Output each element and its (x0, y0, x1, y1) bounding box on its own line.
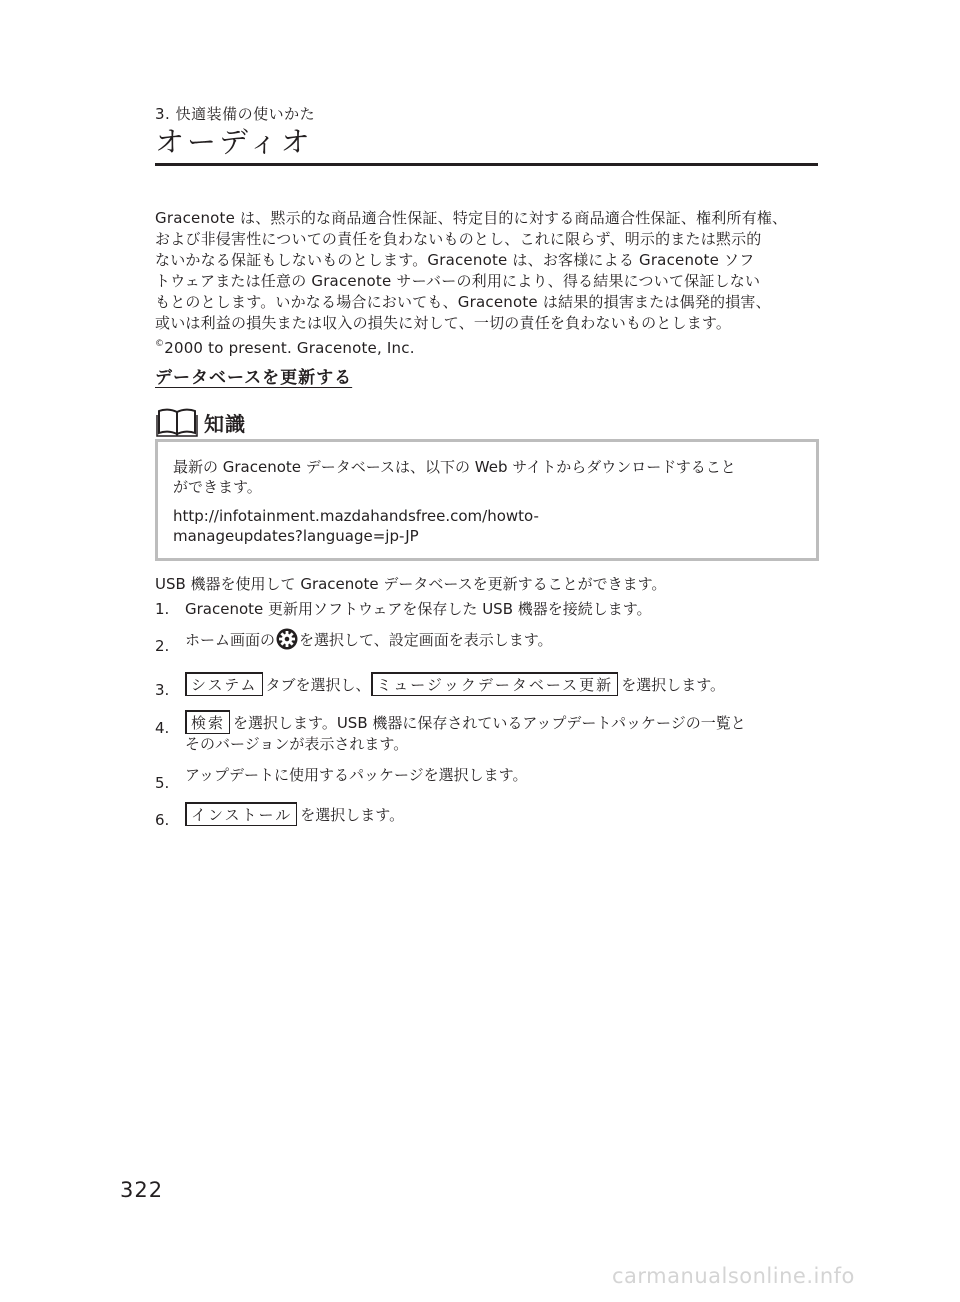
step-text-pre: ホーム画面の (185, 631, 276, 649)
step-text-mid: タブを選択し、 (265, 676, 371, 694)
step-text (185, 672, 725, 696)
step-text-post: を選択します。USB 機器に保存されているアップデートパッケージの一覧と (233, 714, 746, 732)
intro-line: ないかなる保証もしないものとします。Gracenote は、お客様による Gracenote ソフ (155, 251, 755, 269)
step-number: 4. (155, 719, 170, 737)
intro-line: もとのとします。いかなる場合においても、Gracenote は結果的損害または偶発的損害、 (155, 293, 771, 311)
step-text: Gracenote 更新用ソフトウェアを保存した USB 機器を接続します。 (185, 600, 652, 618)
book-icon (155, 407, 199, 437)
section-title: オーディオ (155, 125, 313, 159)
chapter-label: 3. 快適装備の使いかた (155, 105, 316, 123)
step-number: 6. (155, 811, 170, 829)
step-text (185, 628, 553, 651)
step-text (185, 802, 404, 826)
copyright-text: 2000 to present. Gracenote, Inc. (164, 339, 415, 357)
step-number: 1. (155, 600, 170, 618)
tip-heading (155, 406, 246, 438)
tip-url-line: manageupdates?language=jp-JP (173, 527, 419, 545)
search-key: 検索 (185, 710, 230, 734)
tip-text (173, 457, 736, 497)
tip-url (173, 506, 539, 546)
intro-line: および非侵害性についての責任を負わないものとし、これに限らず、明示的または黙示的 (155, 230, 762, 248)
copyright-line (155, 334, 821, 359)
install-key: インストール (185, 802, 297, 826)
tip-label: 知識 (204, 411, 246, 436)
system-tab-key: システム (185, 672, 263, 696)
tip-url-line: http://infotainment.mazdahandsfree.com/howto- (173, 507, 539, 525)
step-number: 5. (155, 774, 170, 792)
step-text-post: を選択します。 (300, 806, 405, 824)
step-text-post: を選択して、設定画面を表示します。 (299, 631, 553, 649)
step-text: アップデートに使用するパッケージを選択します。 (185, 766, 528, 784)
gear-icon (276, 628, 298, 650)
step-number: 2. (155, 637, 170, 655)
step-text-post: を選択します。 (621, 676, 725, 694)
subheading-update-database: データベースを更新する (155, 368, 353, 388)
music-database-update-key: ミュージックデータベース更新 (371, 672, 619, 696)
step-number: 3. (155, 681, 170, 699)
page-number: 322 (120, 1178, 164, 1202)
intro-paragraph (155, 208, 821, 359)
step-text-line2: そのバージョンが表示されます。 (185, 735, 409, 753)
copyright-symbol: © (155, 339, 165, 349)
tip-text-line: ができます。 (173, 478, 262, 496)
step-text (185, 710, 746, 755)
tip-text-line: 最新の Gracenote データベースは、以下の Web サイトからダウンロードすること (173, 458, 736, 476)
title-rule (155, 163, 818, 166)
intro-line: トウェアまたは任意の Gracenote サーバーの利用により、得る結果について保証しない (155, 272, 761, 290)
intro-line: 或いは利益の損失または収入の損失に対して、一切の責任を負わないものとします。 (155, 314, 732, 332)
intro-line: Gracenote は、黙示的な商品適合性保証、特定目的に対する商品適合性保証、権利所有権、 (155, 209, 788, 227)
watermark: carmanualsonline.info (612, 1264, 855, 1288)
lead-text: USB 機器を使用して Gracenote データベースを更新することができます。 (155, 575, 667, 593)
tip-box (155, 439, 819, 561)
